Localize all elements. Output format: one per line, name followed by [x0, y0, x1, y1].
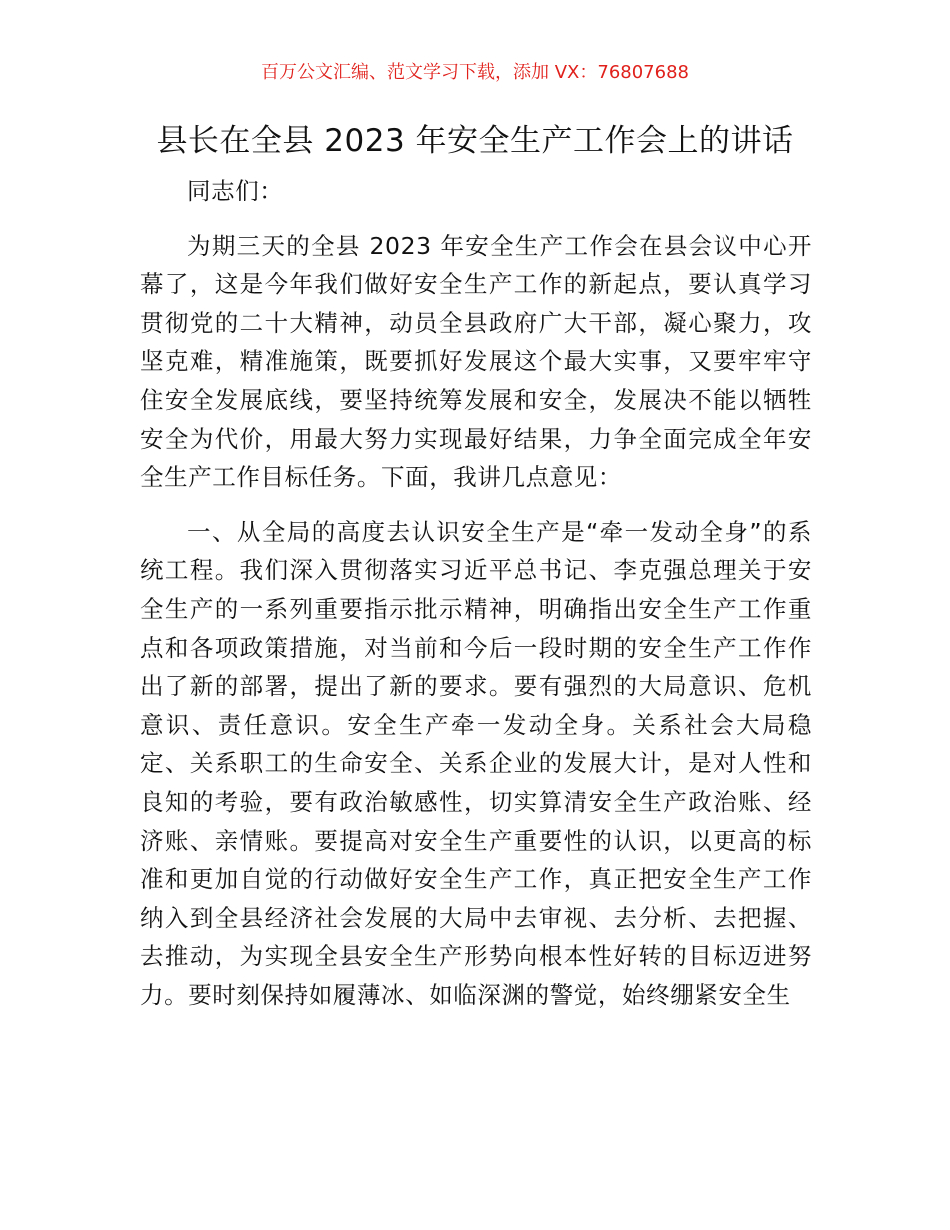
- paragraph-section-one: 一、从全局的高度去认识安全生产是“牵一发动全身”的系统工程。我们深入贯彻落实习近平总书记、李克强总理关于安全生产的一系列重要指示批示精神，明确指出安全生产工作重点和各项政策措施，对当前和今后一段时期的安全生产工作作出了新的部署，提出了新的要求。要有强烈的大局意识、危机意识、责任意识。安全生产牵一发动全身。关系社会大局稳定、关系职工的生命安全、关系企业的发展大计，是对人性和良知的考验，要有政治敏感性，切实算清安全生产政治账、经济账、亲情账。要提高对安全生产重要性的认识，以更高的标准和更加自觉的行动做好安全生产工作，真正把安全生产工作纳入到全县经济社会发展的大局中去审视、去分析、去把握、去推动，为实现全县安全生产形势向根本性好转的目标迈进努力。要时刻保持如履薄冰、如临深渊的警觉，始终绷紧安全生: [140, 517, 812, 1009]
- document-body: [140, 172, 812, 1014]
- salutation: 同志们：: [187, 177, 284, 205]
- header-watermark-note: 百万公文汇编、范文学习下载，添加 VX：76807688: [261, 62, 689, 83]
- paragraph-intro: 为期三天的全县 2023 年安全生产工作会在县会议中心开幕了，这是今年我们做好安全生产工作的新起点，要认真学习贯彻党的二十大精神，动员全县政府广大干部，凝心聚力，攻坚克难，精准施策，既要抓好发展这个最大实事，又要牢牢守住安全发展底线，要坚持统筹发展和安全，发展决不能以牺牲安全为代价，用最大努力实现最好结果，力争全面完成全年安全生产工作目标任务。下面，我讲几点意见：: [140, 231, 812, 492]
- document-title: 县长在全县 2023 年安全生产工作会上的讲话: [156, 123, 794, 159]
